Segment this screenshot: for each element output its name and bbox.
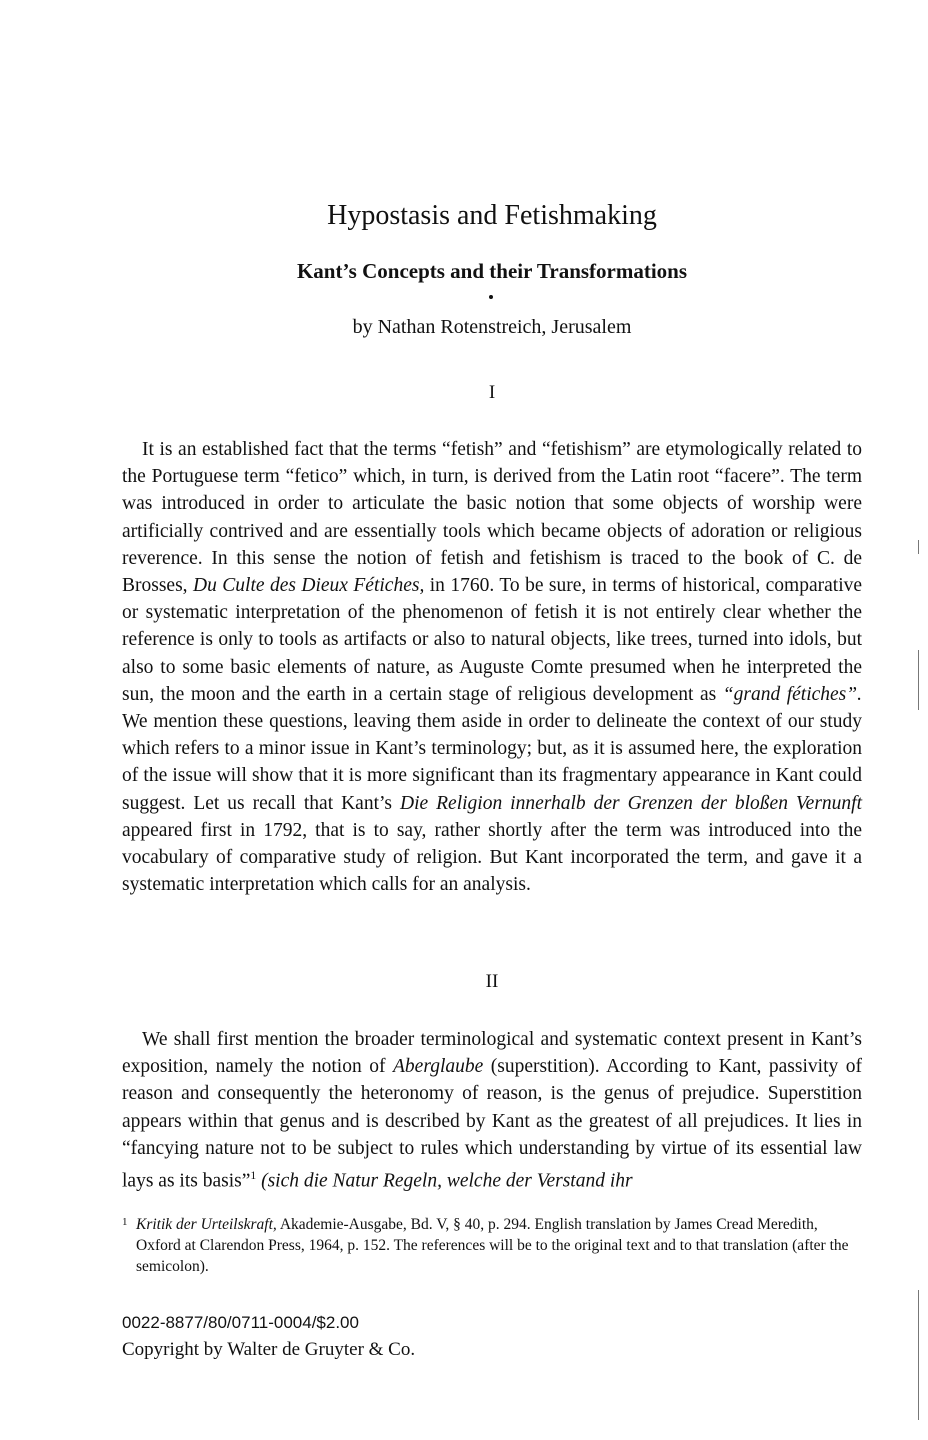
section-1-paragraph bbox=[122, 436, 862, 898]
journal-imprint: 0022-8877/80/0711-0004/$2.00 bbox=[122, 1313, 359, 1332]
italic-text: Aberglaube bbox=[393, 1056, 484, 1078]
text-run: (superstition). According to Kant, passivity of reason and consequently the heteronomy of reason, is the genus of prejudice. Superstition appears within that genus and is described by Kant as the greatest of all prejudices. It lies in “fancying nature not to be subject to rules which understanding by virtue of its essential law lays as its basis” bbox=[122, 1056, 862, 1192]
scan-artifact bbox=[918, 540, 919, 554]
text-run: Akademie-Ausgabe, Bd. V, § 40, p. 294. English translation by James Cread Meredith, Oxford at Clarendon Press, 1964, p. 152. The references will be to the original text and to that translation (after the semicolon). bbox=[136, 1216, 849, 1275]
italic-text: Du Culte des Dieux Fétiches, bbox=[193, 575, 425, 597]
text-run: We shall first mention the broader terminological and systematic context present in Kant’s exposition, namely the notion of bbox=[122, 1029, 862, 1078]
text-run: in 1760. To be sure, in terms of historical, comparative or systematic interpretation of the phenomenon of fetish it is not entirely clear whether the reference is only to tools as artifacts or also to natural objects, like trees, turned into idols, but also to some basic elements of nature, as Auguste Comte presumed when he interpreted the sun, the moon and the earth in a certain stage of religious development as bbox=[122, 575, 863, 705]
italic-text: “grand fétiches”. bbox=[722, 683, 862, 705]
article-byline: by Nathan Rotenstreich, Jerusalem bbox=[352, 316, 632, 338]
section-number-2: II bbox=[485, 971, 499, 992]
article-subtitle: Kant’s Concepts and their Transformations bbox=[296, 259, 688, 283]
italic-text: Kritik der Urteilskraft, bbox=[136, 1216, 277, 1233]
copyright-notice: Copyright by Walter de Gruyter & Co. bbox=[122, 1339, 416, 1360]
scan-artifact bbox=[918, 650, 919, 710]
footnote-marker: 1 bbox=[122, 1216, 128, 1228]
text-run: We mention these questions, leaving them aside in order to delineate the context of our study which refers to a minor issue in Kant’s terminology; but, as it is assumed here, the exploration of the issue will show that it is more significant than its fragmentary appearance in Kant could suggest. Let us recall that Kant’s bbox=[122, 711, 862, 814]
italic-text: Die Religion innerhalb der Grenzen der bloßen Vernunft bbox=[400, 792, 863, 814]
text-run: It is an established fact that the terms “fetish” and “fetishism” are etymologically related to the Portuguese term “fetico” which, in turn, is derived from the Latin root “facere”. The term was introduced in order to articulate the basic notion that some objects of worship were artificially contrived and are essentially tools which became objects of adoration or religious reverence. In this sense the notion of fetish and fetishism is traced to the book of C. de Brosses, bbox=[122, 439, 862, 597]
footnote-reference: 1 bbox=[250, 1169, 257, 1183]
footnote-text bbox=[136, 1216, 849, 1275]
separator-dot bbox=[489, 295, 493, 299]
scan-artifact bbox=[918, 1290, 919, 1420]
footnote bbox=[122, 1214, 862, 1277]
italic-text: (sich die Natur Regeln, welche der Verstand ihr bbox=[261, 1170, 633, 1192]
section-2-paragraph bbox=[122, 1026, 862, 1195]
section-number-1: I bbox=[488, 382, 496, 403]
text-run: appeared first in 1792, that is to say, rather shortly after the term was introduced into the vocabulary of comparative study of religion. But Kant incorporated the term, and gave it a systematic interpretation which calls for an analysis. bbox=[122, 819, 862, 896]
article-title: Hypostasis and Fetishmaking bbox=[327, 200, 657, 231]
